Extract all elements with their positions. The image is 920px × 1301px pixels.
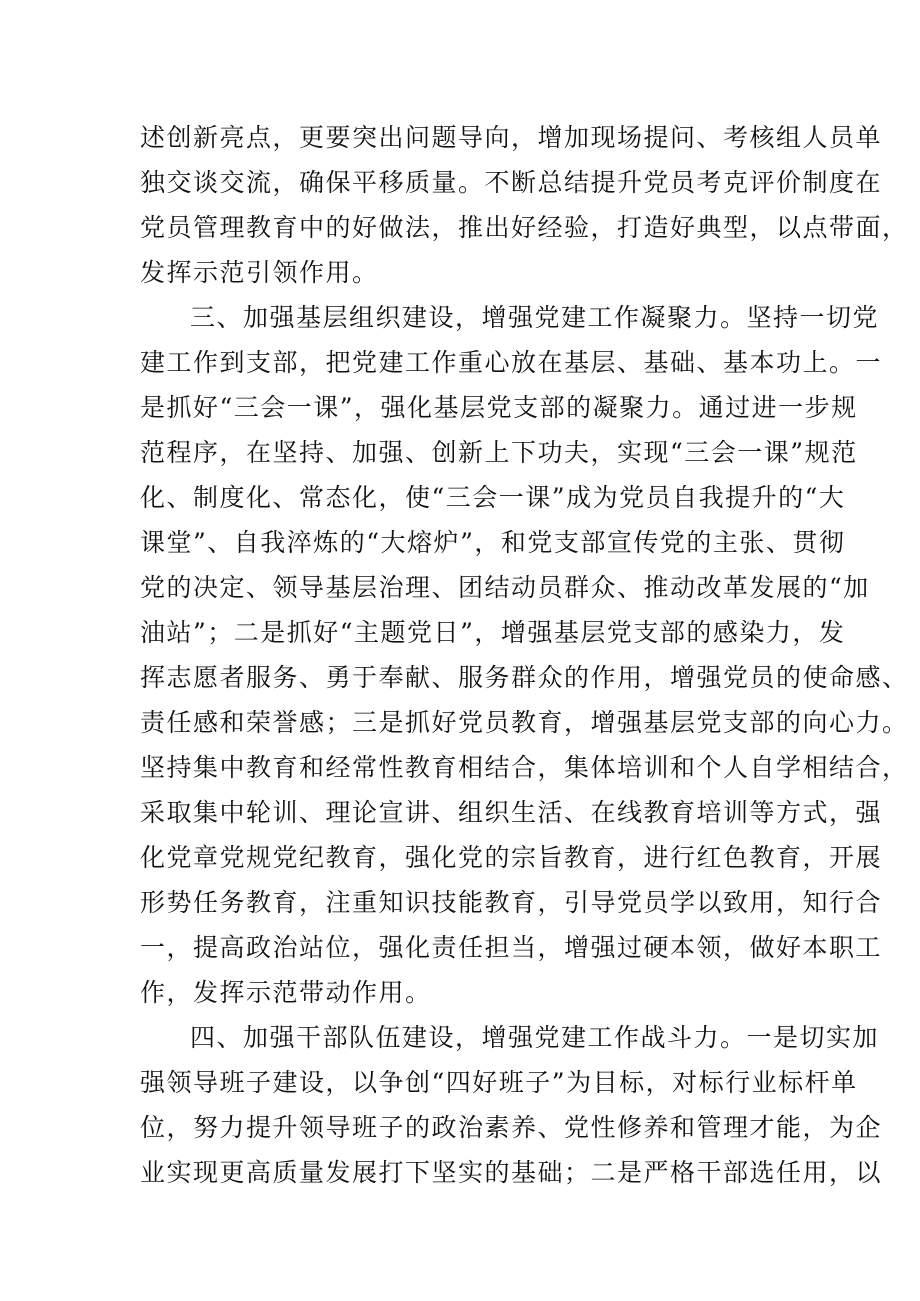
- text-line: 独交谈交流，确保平移质量。不断总结提升党员考克评价制度在: [140, 168, 883, 197]
- text-line: 述创新亮点，更要突出问题导向，增加现场提问、考核组人员单: [140, 123, 883, 152]
- text-line: 建工作到支部，把党建工作重心放在基层、基础、基本功上。一: [140, 348, 883, 377]
- text-line: 业实现更高质量发展打下坚实的基础；二是严格干部选任用，以: [140, 1158, 883, 1187]
- text-line: 挥志愿者服务、勇于奉献、服务群众的作用，增强党员的使命感、: [140, 663, 909, 692]
- text-line: 强领导班子建设，以争创“四好班子”为目标，对标行业标杆单: [140, 1068, 858, 1097]
- text-line: 四、加强干部队伍建设，增强党建工作战斗力。一是切实加: [190, 1023, 880, 1052]
- text-line: 责任感和荣誉感；三是抓好党员教育，增强基层党支部的向心力。: [140, 708, 909, 737]
- text-line: 作，发挥示范带动作用。: [140, 978, 432, 1007]
- text-line: 坚持集中教育和经常性教育相结合，集体培训和个人自学相结合，: [140, 753, 909, 782]
- text-line: 课堂”、自我淬炼的“大熔炉”，和党支部宣传党的主张、贯彻: [140, 528, 846, 557]
- text-line: 三、加强基层组织建设，增强党建工作凝聚力。坚持一切党: [190, 303, 880, 332]
- text-line: 形势任务教育，注重知识技能教育，引导党员学以致用，知行合: [140, 888, 883, 917]
- text-line: 位，努力提升领导班子的政治素养、党性修养和管理才能，为企: [140, 1113, 883, 1142]
- text-line: 范程序，在坚持、加强、创新上下功夫，实现“三会一课”规范: [140, 438, 858, 467]
- text-line: 党的决定、领导基层治理、团结动员群众、推动改革发展的“加: [140, 573, 870, 602]
- text-line: 发挥示范引领作用。: [140, 258, 379, 287]
- text-line: 油站”；二是抓好“主题党日”，增强基层党支部的感染力，发: [140, 618, 846, 647]
- text-line: 是抓好“三会一课”，强化基层党支部的凝聚力。通过进一步规: [140, 393, 858, 422]
- text-line: 一，提高政治站位，强化责任担当，增强过硬本领，做好本职工: [140, 933, 883, 962]
- text-line: 党员管理教育中的好做法，推出好经验，打造好典型，以点带面，: [140, 213, 909, 242]
- text-line: 采取集中轮训、理论宣讲、组织生活、在线教育培训等方式，强: [140, 798, 883, 827]
- text-line: 化、制度化、常态化，使“三会一课”成为党员自我提升的“大: [140, 483, 846, 512]
- text-line: 化党章党规党纪教育，强化党的宗旨教育，进行红色教育，开展: [140, 843, 883, 872]
